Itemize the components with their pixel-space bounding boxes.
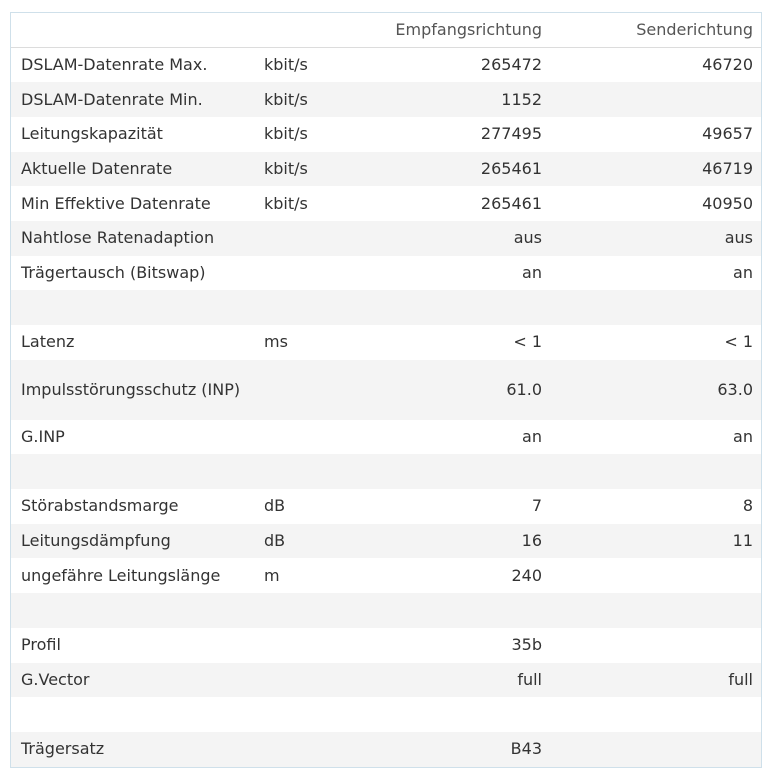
- row-unit: [254, 454, 369, 489]
- row-downstream-value: full: [517, 669, 542, 689]
- row-label: Leitungsdämpfung: [21, 531, 171, 551]
- row-label: Aktuelle Datenrate: [21, 158, 173, 178]
- table-spacer-row: [11, 697, 762, 732]
- row-upstream-value: an: [733, 427, 753, 447]
- row-unit: kbit/s: [264, 158, 308, 178]
- row-label: DSLAM-Datenrate Max.: [21, 55, 208, 75]
- row-upstream-value: [552, 558, 762, 593]
- row-label: [11, 454, 254, 489]
- table-row: [11, 360, 762, 420]
- row-label: G.Vector: [21, 669, 90, 689]
- table-row: [11, 524, 762, 559]
- row-downstream-value: [369, 697, 552, 732]
- row-unit: kbit/s: [264, 55, 308, 75]
- row-unit: [254, 221, 369, 256]
- row-upstream-value: [552, 290, 762, 325]
- table-row: [11, 628, 762, 663]
- row-downstream-value: an: [522, 262, 542, 282]
- row-upstream-value: 40950: [702, 193, 753, 213]
- row-label: [11, 290, 254, 325]
- row-label: [11, 697, 254, 732]
- table-row: [11, 152, 762, 187]
- row-label: [11, 593, 254, 628]
- row-unit: [254, 420, 369, 455]
- row-upstream-value: [552, 454, 762, 489]
- table-spacer-row: [11, 593, 762, 628]
- row-downstream-value: [369, 290, 552, 325]
- row-downstream-value: B43: [510, 739, 542, 759]
- row-label: Min Effektive Datenrate: [21, 193, 211, 213]
- row-upstream-value: an: [733, 262, 753, 282]
- row-downstream-value: [369, 454, 552, 489]
- dsl-info-table: [11, 13, 762, 767]
- table-row: [11, 117, 762, 152]
- table-row: [11, 325, 762, 360]
- row-upstream-value: 11: [732, 531, 753, 551]
- row-upstream-value: 8: [742, 496, 753, 516]
- row-label: Impulsstörungsschutz (INP): [21, 379, 241, 399]
- table-row: [11, 489, 762, 524]
- table-row: [11, 82, 762, 117]
- row-upstream-value: < 1: [724, 332, 753, 352]
- row-upstream-value: [552, 628, 762, 663]
- header-upstream-column: Senderichtung: [552, 13, 762, 48]
- row-downstream-value: 16: [521, 531, 542, 551]
- row-unit: [254, 593, 369, 628]
- row-upstream-value: [552, 82, 762, 117]
- row-downstream-value: an: [522, 427, 542, 447]
- row-label: Trägersatz: [21, 739, 105, 759]
- table-row: [11, 663, 762, 698]
- row-unit: m: [264, 565, 280, 585]
- table-row: [11, 256, 762, 291]
- row-upstream-value: 63.0: [717, 379, 753, 399]
- table-spacer-row: [11, 290, 762, 325]
- row-unit: [254, 628, 369, 663]
- row-unit: [254, 732, 369, 767]
- row-label: DSLAM-Datenrate Min.: [21, 89, 203, 109]
- row-upstream-value: [552, 732, 762, 767]
- row-downstream-value: < 1: [513, 332, 542, 352]
- table-row: [11, 221, 762, 256]
- row-upstream-value: 49657: [702, 124, 753, 144]
- row-downstream-value: 265461: [480, 193, 542, 213]
- row-unit: kbit/s: [264, 124, 308, 144]
- row-downstream-value: 240: [511, 565, 542, 585]
- row-unit: kbit/s: [264, 193, 308, 213]
- row-downstream-value: 1152: [501, 89, 542, 109]
- row-unit: [254, 290, 369, 325]
- row-label: Trägertausch (Bitswap): [21, 262, 206, 282]
- row-downstream-value: 277495: [480, 124, 542, 144]
- row-downstream-value: 265461: [480, 158, 542, 178]
- row-unit: [254, 663, 369, 698]
- row-downstream-value: [369, 593, 552, 628]
- row-unit: dB: [264, 531, 286, 551]
- row-label: Nahtlose Ratenadaption: [21, 228, 215, 248]
- table-row: [11, 186, 762, 221]
- row-unit: ms: [264, 332, 288, 352]
- header-label-column: [11, 13, 254, 48]
- table-row: [11, 558, 762, 593]
- row-upstream-value: 46719: [702, 158, 753, 178]
- table-row: [11, 48, 762, 83]
- header-downstream-column: Empfangsrichtung: [369, 13, 552, 48]
- table-spacer-row: [11, 454, 762, 489]
- row-upstream-value: [552, 593, 762, 628]
- row-unit: [254, 697, 369, 732]
- table-row: [11, 732, 762, 767]
- row-downstream-value: 61.0: [506, 379, 542, 399]
- header-unit-column: [254, 13, 369, 48]
- row-label: Leitungskapazität: [21, 124, 163, 144]
- row-upstream-value: aus: [724, 228, 753, 248]
- row-downstream-value: aus: [513, 228, 542, 248]
- row-label: G.INP: [21, 427, 65, 447]
- row-label: Störabstandsmarge: [21, 496, 179, 516]
- row-upstream-value: [552, 697, 762, 732]
- row-upstream-value: full: [728, 669, 753, 689]
- row-downstream-value: 35b: [511, 635, 542, 655]
- row-label: Latenz: [21, 332, 75, 352]
- row-downstream-value: 265472: [480, 55, 542, 75]
- row-unit: [254, 256, 369, 291]
- row-upstream-value: 46720: [702, 55, 753, 75]
- row-unit: [254, 360, 369, 420]
- row-unit: kbit/s: [264, 89, 308, 109]
- table-row: [11, 420, 762, 455]
- row-label: ungefähre Leitungslänge: [21, 565, 221, 585]
- table-header-row: [11, 13, 762, 48]
- row-unit: dB: [264, 496, 286, 516]
- row-downstream-value: 7: [531, 496, 542, 516]
- row-label: Profil: [21, 635, 61, 655]
- dsl-info-panel: [10, 12, 762, 768]
